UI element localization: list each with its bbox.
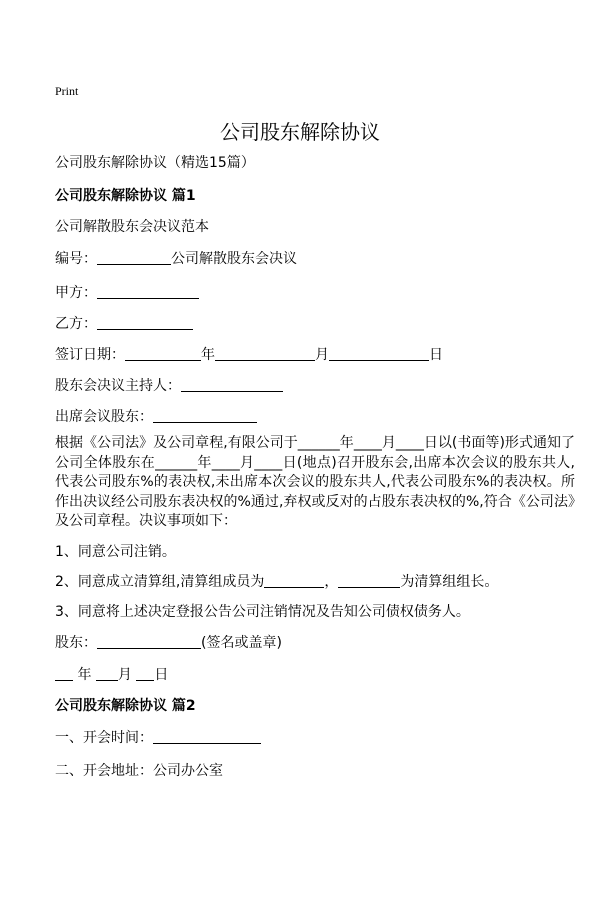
date-year-label: 年	[77, 667, 92, 683]
attendees-line	[55, 406, 257, 426]
host-label: 股东会决议主持人：	[55, 378, 181, 394]
sign-month-blank	[215, 346, 315, 361]
item-1: 1、同意公司注销。	[55, 544, 176, 560]
sign-day-blank	[329, 346, 429, 361]
party-b-label: 乙方：	[55, 316, 97, 332]
party-b-line	[55, 313, 193, 333]
shareholder-line	[55, 632, 282, 652]
meeting-place: 二、开会地址：公司办公室	[55, 763, 223, 779]
attendees-label: 出席会议股东：	[55, 409, 153, 425]
number-blank	[97, 250, 171, 265]
party-b-blank	[97, 315, 193, 330]
meeting-time-line	[55, 727, 261, 747]
date-line	[55, 664, 168, 684]
shareholder-blank	[97, 634, 201, 649]
item-2	[55, 571, 498, 591]
document-title: 公司股东解除协议	[220, 120, 380, 144]
item-2-separator: ，	[324, 574, 339, 590]
sign-year-blank	[125, 346, 201, 361]
section2-heading: 公司股东解除协议 篇2	[55, 698, 196, 714]
host-blank	[181, 377, 283, 392]
document-subtitle: 公司股东解除协议（精选15篇）	[55, 155, 255, 171]
date-day-blank	[136, 666, 154, 681]
shareholder-label: 股东：	[55, 635, 97, 651]
sign-month-label: 月	[315, 347, 329, 363]
number-label: 编号：	[55, 251, 97, 267]
number-line	[55, 248, 297, 268]
meeting-time-label: 一、开会时间：	[55, 730, 153, 746]
shareholder-suffix: (签名或盖章)	[201, 635, 282, 651]
sign-day-label: 日	[429, 347, 443, 363]
item-2-blank-a	[264, 573, 324, 588]
sign-year-label: 年	[201, 347, 215, 363]
party-a-line	[55, 282, 199, 302]
host-line	[55, 375, 283, 395]
sign-date-line	[55, 344, 443, 364]
attendees-blank	[153, 408, 257, 423]
item-2-text-a: 2、同意成立清算组,清算组成员为	[55, 574, 265, 590]
number-suffix: 公司解散股东会决议	[171, 251, 297, 267]
party-a-label: 甲方：	[55, 285, 97, 301]
section1-heading: 公司股东解除协议 篇1	[55, 188, 196, 204]
template-name: 公司解散股东会决议范本	[55, 219, 209, 235]
print-link[interactable]: Print	[55, 84, 79, 98]
date-month-blank	[96, 666, 118, 681]
sign-date-label: 签订日期：	[55, 347, 125, 363]
meeting-time-blank	[153, 729, 261, 744]
item-2-blank-b	[338, 573, 400, 588]
body-paragraph: 根据《公司法》及公司章程,有限公司于______年____月____日以(书面等)形式通知了公司全体股东在______年____月____日(地点)召开股东会,出席本次会议的股东共人,代表公司股东%的表决权,未出席本次会议的股东共人,代表公司股东%的表决权。所作出决议经公司股东表决权的%通过,弃权或反对的占股东表决权的%,符合《公司法》及公司章程。决议事项如下：	[55, 435, 575, 529]
item-3: 3、同意将上述决定登报公告公司注销情况及告知公司债权债务人。	[55, 604, 470, 620]
date-month-label: 月	[117, 667, 132, 683]
party-a-blank	[97, 284, 199, 299]
item-2-text-b: 为清算组组长。	[400, 574, 499, 590]
date-year-blank	[55, 666, 73, 681]
date-day-label: 日	[154, 667, 169, 683]
